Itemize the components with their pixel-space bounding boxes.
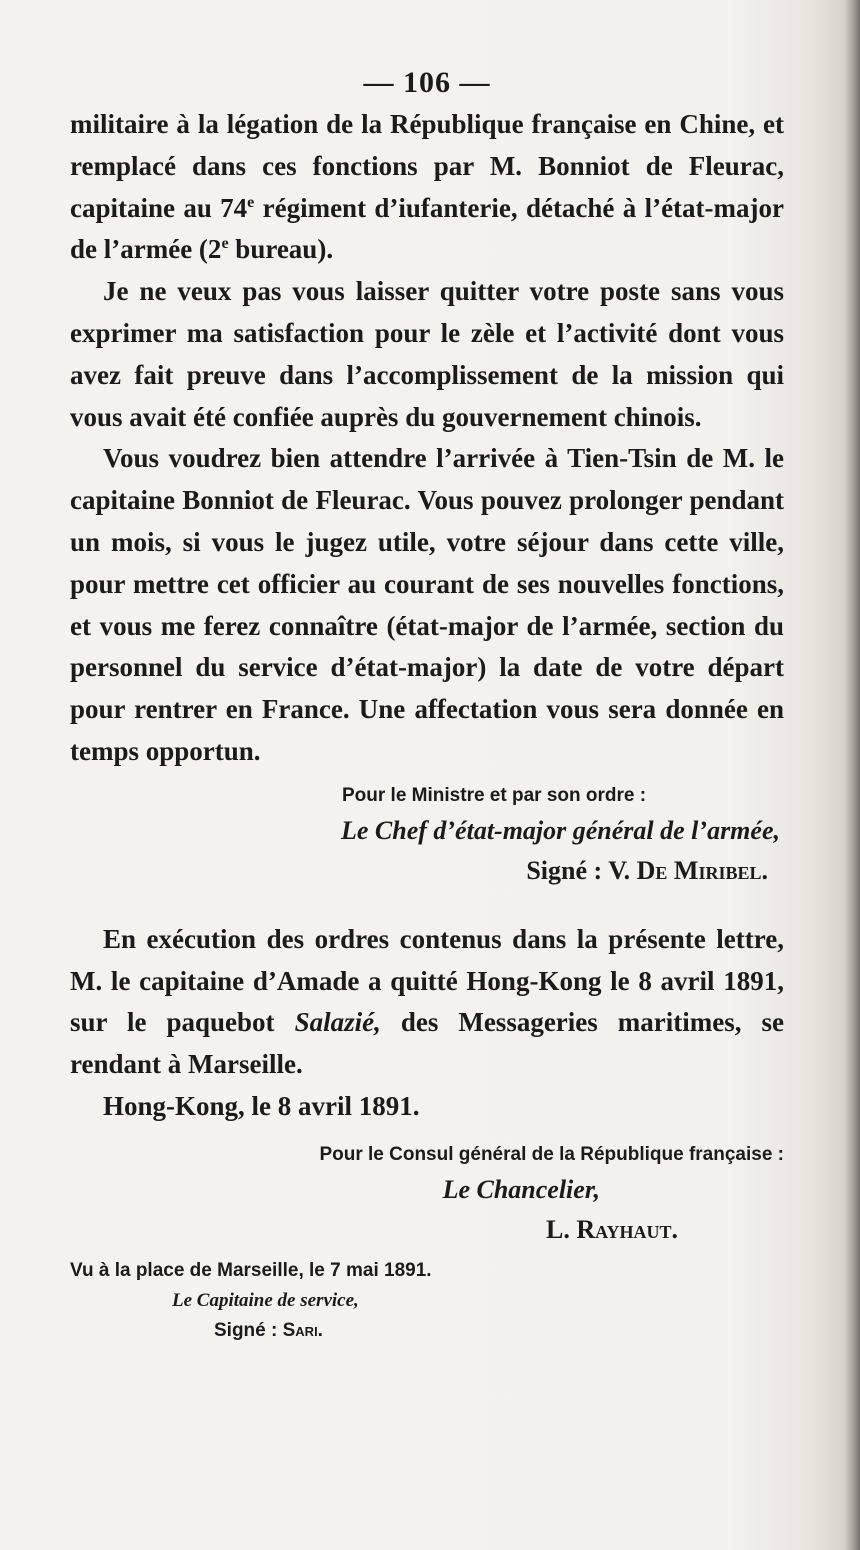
- paragraph-1-text-b: régiment d’iufanterie, détaché à l’état-major de l’armée (2: [70, 192, 784, 265]
- paragraph-4: [70, 919, 784, 1086]
- signature-2-name-line: [70, 1210, 784, 1250]
- paragraph-1-text-c: bureau).: [228, 234, 334, 265]
- paragraph-5: Hong-Kong, le 8 avril 1891.: [103, 1090, 420, 1121]
- paragraph-4-text-a: En exécution des ordres contenus dans la présente lettre, M. le capitaine d’Amade a quitté Hong-Kong le 8 avril 1891, sur le paquebot: [70, 923, 784, 1038]
- signature-2-title: Le Chancelier,: [442, 1174, 600, 1204]
- visa-name-line: [70, 1316, 784, 1346]
- paragraph-2: Je ne veux pas vous laisser quitter votre poste sans vous exprimer ma satisfaction pour le zèle et l’activité dont vous avez fait preuve dans l’accomplissement de la mission qui vous avait été confiée auprès du gouvernement chinois.: [70, 276, 784, 432]
- paragraph-1-text-a: militaire à la légation de la République française en Chine, et remplacé dans ces fonctions par M. Bonniot de Fleurac, capitaine au 74: [70, 109, 784, 223]
- signature-1-formula: Pour le Ministre et par son ordre :: [342, 784, 647, 806]
- paragraph-3: Vous voudrez bien attendre l’arrivée à Tien-Tsin de M. le capitaine Bonniot de Fleurac. Vous pouvez prolonger pendant un mois, si vous le jugez utile, votre séjour dans cette ville, pour mettre cet officier au courant de ses nouvelles fonctions, et vous me ferez connaître (état-major de l’armée, section du personnel du service d’état-major) la date de votre départ pour rentrer en France. Une affectation vous sera donnée en temps opportun.: [70, 443, 784, 766]
- page-number: — 106 —: [363, 66, 491, 99]
- signature-1-title: Le Chef d’état-major général de l’armée,: [340, 815, 780, 845]
- page-content: [70, 62, 784, 1346]
- visa-signe: Signé :: [214, 1319, 283, 1341]
- visa-line: Vu à la place de Marseille, le 7 mai 1891.: [70, 1259, 432, 1281]
- visa-title: Le Capitaine de service,: [172, 1289, 359, 1311]
- superscript-e-1: e: [247, 193, 255, 211]
- signature-1-name-line: [70, 851, 784, 891]
- superscript-e-2: e: [221, 235, 229, 253]
- signature-2-name: Rayhaut.: [576, 1214, 678, 1244]
- paragraph-1: [70, 104, 784, 271]
- signature-2-initial: L.: [546, 1214, 577, 1244]
- signature-1-name: De Miribel.: [636, 855, 768, 885]
- page-edge-shadow: [844, 0, 860, 1550]
- paragraph-4-text-b: des Messageries maritimes, se rendant à Marseille.: [70, 1007, 784, 1080]
- signature-2-formula: Pour le Consul général de la République française :: [319, 1143, 784, 1165]
- ship-name: Salazié,: [294, 1007, 381, 1038]
- signature-1-signe: Signé : V.: [526, 855, 637, 885]
- visa-name: Sari.: [282, 1319, 323, 1341]
